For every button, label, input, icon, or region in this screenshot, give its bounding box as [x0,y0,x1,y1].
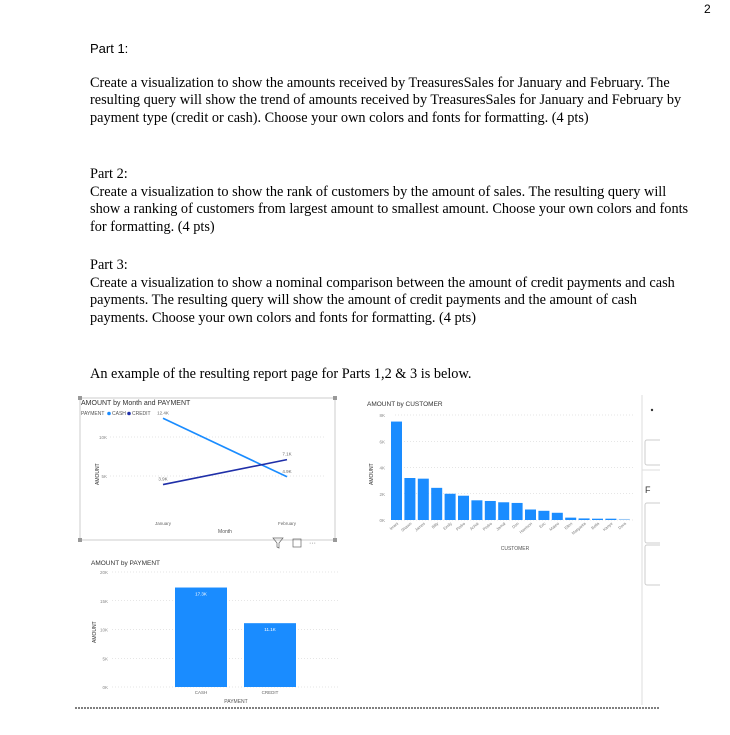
x-tick-label: January [154,521,172,526]
part3-body: Create a visualization to show a nominal comparison between the amount of credit payments and cash payments. The resulting query will show the amount of credit payments and the amount of cash payments. Choose your own colors and fonts for formatting. (4 pts) [90,274,675,326]
bar [552,513,563,520]
part1-body: Create a visualization to show the amounts received by TreasuresSales for January and February. The resulting query will show the trend of amounts received by TreasuresSales for January and February by payment type (credit or cash). Choose your own colors and fonts for formatting. (4 pts) [90,74,682,126]
resize-handle [333,396,337,400]
y-tick-label: 8K [379,413,385,418]
x-tick-label: Billy [430,520,440,530]
x-tick-label: CASH [194,690,208,695]
x-axis-label: CUSTOMER [500,546,530,552]
x-tick-label: Margarita [570,520,587,536]
side-panel-letter: F [645,485,651,495]
part2-heading: Part 2: [90,166,128,182]
y-axis-label: AMOUNT [369,463,375,485]
x-tick-label: Dora [617,520,627,531]
x-tick-label: Shawn [399,520,413,533]
data-label: 7.1K [282,451,292,457]
chart-title: AMOUNT by CUSTOMER [367,401,443,408]
resize-handle [78,396,82,400]
x-axis-label: PAYMENT [224,699,248,705]
part3-heading: Part 3: [90,257,128,273]
x-tick-label: Imani [388,520,400,532]
bar [485,501,496,520]
x-tick-label: Pedro [454,520,467,532]
x-axis-label: Month [218,529,232,535]
part1-section [90,40,690,127]
line-chart[interactable] [78,396,337,542]
y-tick-label: 5K [102,656,108,662]
bar [458,496,469,520]
data-label: 3.9K [158,476,168,482]
bar [512,503,523,520]
bar [391,422,402,520]
x-tick-label: Mateo [548,520,560,532]
bar [418,479,429,520]
more-options-icon: ··· [309,540,316,547]
data-label: 4.9K [282,468,292,474]
data-label: 17.3K [195,591,207,597]
x-tick-label: CREDIT [261,690,279,695]
y-axis-label: AMOUNT [95,463,101,485]
y-tick-label: 10K [99,627,108,633]
series-line-cash [163,418,287,477]
data-label: 12.4K [157,410,169,416]
chart-title: AMOUNT by Month and PAYMENT [81,400,191,407]
example-text: An example of the resulting report page for Parts 1,2 & 3 is below. [90,366,472,382]
bar [244,623,296,687]
y-tick-label: 10K [98,435,107,440]
x-tick-label: February [277,521,297,526]
payment-bar-chart[interactable] [91,538,340,705]
x-tick-label: Bella [590,520,601,531]
bar [431,488,442,520]
bar [175,588,227,687]
resize-handle [78,538,82,542]
y-tick-label: 15K [99,598,108,604]
report-screenshot [75,395,660,715]
bar [565,518,576,520]
customer-bar-chart[interactable] [367,401,635,552]
chart-title: AMOUNT by PAYMENT [91,560,160,567]
y-tick-label: 2K [379,491,385,497]
x-tick-label: Jamal [494,520,507,532]
x-tick-label: Don [510,520,520,530]
bar [471,500,482,520]
x-tick-label: Harrison [518,520,534,535]
x-tick-label: James [413,520,426,533]
y-tick-label: 20K [99,570,108,575]
x-tick-label: Achai [468,520,480,532]
bar [404,478,415,520]
legend-marker [127,412,131,416]
page-number: 2 [704,2,711,16]
resize-handle [333,538,337,542]
legend-title: PAYMENT [81,411,105,417]
chart-frame [80,398,335,540]
bar [538,511,549,520]
bar [619,519,630,520]
part1-heading: Part 1: [90,41,129,56]
data-label: 11.1K [264,627,276,633]
part2-section [90,166,690,236]
bar [525,510,536,521]
side-panel [642,395,660,705]
y-axis-label: AMOUNT [92,621,98,643]
bar [592,519,603,520]
y-tick-label: 6K [379,439,385,445]
bar [498,502,509,520]
series-line-credit [163,460,287,485]
bar [579,518,590,520]
y-tick-label: 0K [102,685,108,690]
bar [605,519,616,520]
x-tick-label: Eric [538,520,547,530]
x-tick-label: Kanye [601,520,614,533]
y-tick-label: 0K [379,518,385,523]
part2-body: Create a visualization to show the rank of customers by the amount of sales. The resulting query will show a ranking of customers from largest amount to smallest amount. Choose your own colors and fonts for formatting. (4 pts) [90,183,689,235]
legend-marker [107,412,111,416]
x-tick-label: Ellen [563,520,574,531]
x-tick-label: Pedro [481,520,493,532]
bar [445,494,456,520]
legend-item: CREDIT [132,411,151,417]
part3-section [90,257,690,327]
y-tick-label: 5K [101,474,107,479]
y-tick-label: 4K [379,465,385,471]
legend-item: CASH [112,411,126,417]
x-tick-label: Emily [442,520,453,532]
